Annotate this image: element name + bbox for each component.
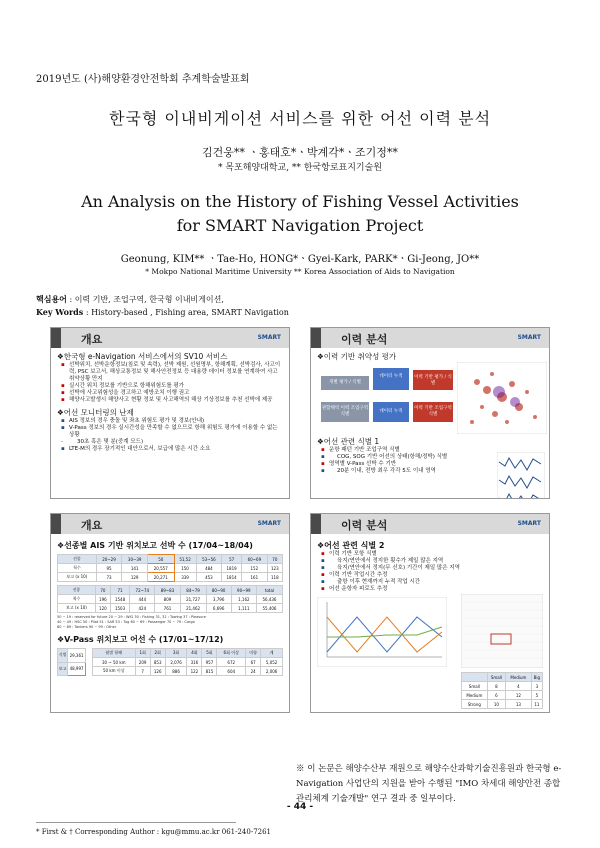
fatigue-chart xyxy=(317,597,447,667)
list-item: ▪ 이력 기반 작업시간 추정 xyxy=(317,572,543,579)
flow-diagram xyxy=(317,362,543,434)
fatigue-matrix-table xyxy=(461,672,543,709)
authors-english: Geonung, KIM** ㆍTae-Ho, HONG*ㆍGyei-Kark, PARK*ㆍGi-Jeong, JO** xyxy=(120,254,480,265)
list-item: ▪ 실시간 위치 정보를 기반으로 항해위험도를 평가 xyxy=(57,383,283,390)
table-row: 보고 (x 10) 120 1503 424 761 21,462 6,696 1,111 55,406 xyxy=(58,604,283,613)
keywords-english xyxy=(36,307,289,317)
list-item: ▪ LTE-M의 경우 장기적인 대안으로서, 보급에 많은 시간 소요 xyxy=(57,446,283,453)
slide-title: 이력 분석 xyxy=(341,519,388,532)
table-row: 월별 항해 1회 2회 3회 4회 5회 6회 이상 미항 계 xyxy=(92,649,282,658)
flow-box: 데이터 누적 xyxy=(373,402,409,422)
flow-box: 데이터 누적 xyxy=(373,368,409,390)
table-row: 보고 48,997 xyxy=(58,662,86,676)
title-english-line1: An Analysis on the History of Fishing Vessel Activities xyxy=(81,192,519,211)
ais-table-1 xyxy=(57,554,283,582)
table-row: 50 km 이상 7 126 886 122 815 604 24 2,006 xyxy=(92,667,282,676)
slide-overview-1 xyxy=(50,327,290,499)
section-heading: ❖어선 모니터링의 난제 xyxy=(57,408,134,417)
slide-title: 개요 xyxy=(81,519,103,532)
section-heading: ❖V-Pass 위치보고 어선 수 (17/01~17/12) xyxy=(57,635,224,644)
keywords-en-label: Key Words xyxy=(36,307,84,317)
table-row: 척수 95 141 20,557 150 484 1819 152 123 xyxy=(58,564,283,573)
conference-header: 2019년도 (사)해양환경안전학회 추계학술발표회 xyxy=(36,74,250,85)
title-english xyxy=(0,190,600,238)
slide-header xyxy=(51,514,289,534)
list-item: ▪ 이력 기반 모항 식별 xyxy=(317,551,543,558)
title-english-line2: for SMART Navigation Project xyxy=(176,216,424,235)
slide-header xyxy=(311,328,549,348)
flow-box: 개별 평가 / 식별 xyxy=(321,376,369,390)
affiliation-korean: * 목포해양대학교, ** 한국항로표지기술원 xyxy=(217,163,383,173)
list-item: ▪ 출항 이후 현재까지 누적 작업 시간 xyxy=(317,579,543,586)
list-item: ▪ 선박에 사고위험성을 경고하고 예방조치 이행 권고 xyxy=(57,390,283,397)
table-row: 보고 (x 10) 73 129 20,271 339 453 1814 161 118 xyxy=(58,573,283,582)
smart-logo: SMART xyxy=(517,334,541,341)
heatmap-figure xyxy=(457,362,547,434)
table-row: 선종 70 71 72~74 89~83 84~79 80~90 90~99 total xyxy=(58,586,283,595)
list-item: ▪ 어선 운항자 피로도 추정 xyxy=(317,586,543,593)
smart-logo: SMART xyxy=(257,520,281,527)
slide-title: 이력 분석 xyxy=(341,333,388,346)
slide-title: 개요 xyxy=(81,333,103,346)
slide-history-2 xyxy=(310,513,550,713)
flow-box: 이력 기반 조업구역 식별 xyxy=(413,402,453,422)
section-heading: ❖한국형 e-Navigation 서비스에서의 SV10 서비스 xyxy=(57,352,228,361)
list-item: ▪ 선박위치, 선박운항정보(침로 및 속력), 선박 제원, 선원명부, 항해계획, 선박검사, 사고이력, PSC 보고서, 해상교통정보 및 해사안전정보 등 대용량 데이터 정보를 연계하여 사고 취약상황 만지 xyxy=(57,362,283,383)
table-row: Small 8 4 3 xyxy=(462,682,543,691)
list-item: ▪ 해양사고발생시 해양사고 현황 정보 및 사고해역의 해상 기상정보를 추천 선박에 제공 xyxy=(57,397,283,404)
list-item: ▪ COG, SOG 기반 어선의 상태(항해/정박) 식별 xyxy=(317,454,543,461)
table-row: 척수 196 1548 444 809 21,727 3,796 1,162 56,436 xyxy=(58,595,283,604)
keywords-en-text: : History-based , Fishing area, SMART Navigation xyxy=(85,308,289,317)
slide-history-1 xyxy=(310,327,550,499)
list-item: ▪ 육지/연안에서 정지한 횟수가 제일 많은 지역 xyxy=(317,558,543,565)
keywords-korean xyxy=(36,294,224,305)
list-item: ▪ V-Pass 정보의 경우 실시간성을 만족할 수 없으므로 항해 위험도 평가에 이용할 수 없는 상황 xyxy=(57,425,283,439)
table-row: 선종 20~29 30~39 50 51,52 53~56 57 60~69 70 xyxy=(58,555,283,564)
authors-korean: 김건웅** ㆍ홍태호*ㆍ박계각*ㆍ조기정** xyxy=(202,146,398,159)
table-row: 30 ~ 50 km 209 853 2,076 316 957 672 67 5,052 xyxy=(92,658,282,667)
affiliation-english: * Mokpo National Maritime University ** Korea Association of Aids to Navigation xyxy=(145,267,455,276)
list-item: ▪ 운항 패턴 기반 조업구역 식별 xyxy=(317,447,543,454)
list-item: ▪ 20분 이내, 전방 최우 각각 5도 이내 영역 xyxy=(317,468,543,475)
section-heading: ❖이력 기반 취약성 평가 xyxy=(317,352,397,361)
vpass-monthly-table xyxy=(92,648,283,676)
footnote-divider xyxy=(36,822,236,823)
section-heading: ❖선종별 AIS 기반 위치보고 선박 수 (17/04~18/04) xyxy=(57,541,253,550)
slide-header xyxy=(311,514,549,534)
smart-logo: SMART xyxy=(517,520,541,527)
table-row: Small Medium Big xyxy=(462,673,543,682)
list-item: - 30초 혹은 몇 분(중계 모드) xyxy=(57,439,283,446)
data-sheet-figure xyxy=(461,594,543,668)
smart-logo: SMART xyxy=(257,334,281,341)
section-heading: ❖어선 관련 식별 2 xyxy=(317,541,385,550)
table-row: Medium 6 12 5 xyxy=(462,691,543,700)
vpass-summary-table xyxy=(57,648,86,676)
table-row: Strong 10 13 11 xyxy=(462,700,543,709)
timeseries-figure xyxy=(497,452,545,499)
ship-type-legend: 50 ~ 19 : reserved for future 20 ~ 29 : WIG 30 : Fishing 31, 32 : Towing 37 : Pleasure 40 ~ 49 : HSC 50 : Pilot 51 : SAR 53 : Tug 60 ~ 69 : Passenger 70 ~ 79 : Cargo 80 ~ 89 : Tankers 90 ~ 99 : Other xyxy=(57,615,206,629)
title-korean: 한국형 이내비게이션 서비스를 위한 어선 이력 분석 xyxy=(108,109,492,128)
page-number: - 44 - xyxy=(286,802,314,812)
slide-header xyxy=(51,328,289,348)
section-heading: ❖어선 관련 식별 1 xyxy=(317,437,380,446)
keywords-ko-label: 핵심용어 xyxy=(36,294,67,304)
slide-overview-2 xyxy=(50,513,290,713)
list-item: ▪ 영역별 V-Pass 선박 수 기반 xyxy=(317,461,543,468)
list-item: ▪ 육지/연안에서 정지(무 신호) 기간이 제일 많은 지역 xyxy=(317,565,543,572)
ais-table-2 xyxy=(57,585,283,613)
flow-box: 이력 기반 평가 / 식별 xyxy=(413,370,453,390)
footnote: * First & † Corresponding Author : kgu@mmu.ac.kr 061-240-7261 xyxy=(36,828,272,836)
keywords-ko-text: : 이력 기반, 조업구역, 한국형 이내비게이션, xyxy=(69,295,224,304)
acknowledgement: ※ 이 논문은 해양수산부 재원으로 해양수산과학기술진흥원과 한국형 e-Navigation 사업단의 지원을 받아 수행된 "IMO 차세대 해양안전 종합관리체계 기술개발" 연구 결과 중 일부이다. xyxy=(296,764,562,804)
list-item: ▪ AIS 정보의 경우 충돌 및 좌초 위험도 평가 및 경보(안내) xyxy=(57,418,283,425)
flow-box: 관할해역 이력 조업구역 식별 xyxy=(321,402,369,422)
table-row: 식별 29,361 xyxy=(58,649,86,663)
